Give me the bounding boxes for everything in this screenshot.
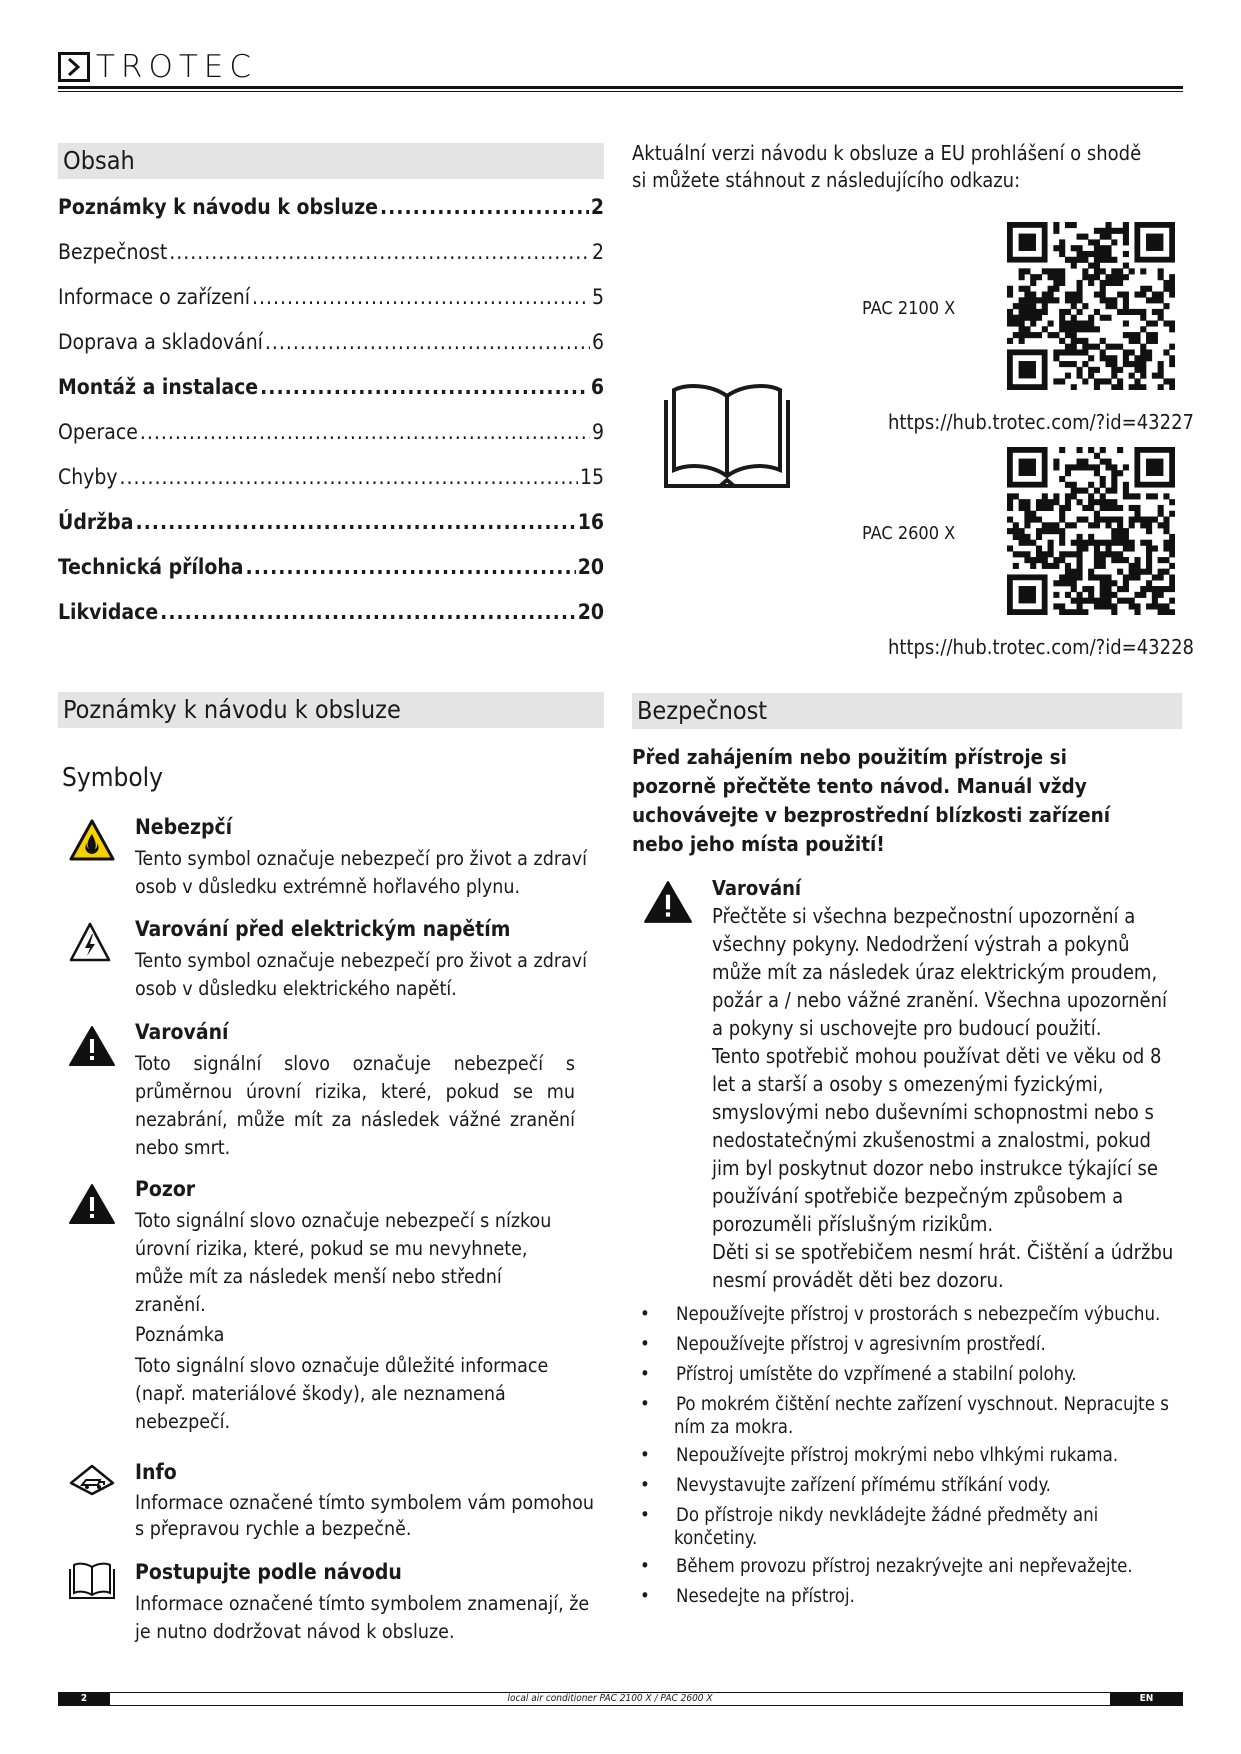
safety-section-title: Bezpečnost bbox=[632, 693, 1182, 729]
toc-item[interactable] bbox=[58, 555, 604, 600]
bullet-dot-icon: • bbox=[640, 1394, 650, 1415]
toc-item-leader bbox=[169, 240, 590, 264]
safety-bullet-item bbox=[640, 1555, 1180, 1578]
safety-bullet-item bbox=[640, 1585, 1180, 1608]
toc-item-leader bbox=[160, 600, 576, 624]
safety-warning-title: Varování bbox=[712, 876, 802, 900]
qr-code-pac2600[interactable] bbox=[1007, 447, 1175, 615]
toc-item-leader bbox=[252, 285, 590, 309]
toc-item[interactable] bbox=[58, 330, 604, 375]
toc-item-leader bbox=[265, 330, 590, 354]
caution-icon bbox=[68, 1183, 116, 1229]
manual-title: Postupujte podle návodu bbox=[135, 1560, 402, 1584]
open-book-icon bbox=[662, 378, 792, 494]
safety-warning-p1: Přečtěte si všechna bezpečnostní upozornění a všechny pokyny. Nedodržení výstrah a pokynů může mít za následek úraz elektrickým proudem, požár a / nebo vážné zranění. Všechna upozornění a pokyny si uschovejte pro budoucí použití. bbox=[712, 904, 1168, 1040]
safety-bullet-text: Nepoužívejte přístroj v prostorách s nebezpečím výbuchu. bbox=[676, 1304, 1161, 1325]
toc-item-label: Bezpečnost bbox=[58, 240, 168, 264]
electric-title: Varování před elektrickým napětím bbox=[135, 917, 511, 941]
bullet-dot-icon: • bbox=[640, 1505, 650, 1526]
warning-text: Toto signální slovo označuje nebezpečí s průměrnou úrovní rizika, které, pokud se mu nezabrání, může mít za následek vážné zranění nebo smrt. bbox=[135, 1052, 575, 1159]
symbols-heading: Symboly bbox=[62, 763, 163, 793]
toc-item-label: Technická příloha bbox=[58, 555, 244, 579]
safety-bullet-item bbox=[640, 1363, 1180, 1386]
toc-item[interactable] bbox=[58, 420, 604, 465]
safety-warning-icon bbox=[643, 880, 693, 928]
toc-item[interactable] bbox=[58, 240, 604, 285]
toc-item-label: Montáž a instalace bbox=[58, 375, 259, 399]
bullet-dot-icon: • bbox=[640, 1475, 650, 1496]
url-pac2600[interactable]: https://hub.trotec.com/?id=43228 bbox=[888, 635, 1194, 659]
toc-item-page: 15 bbox=[579, 465, 604, 489]
trotec-logo bbox=[58, 50, 257, 84]
safety-bullet-text: Nevystavujte zařízení přímému stříkání vody. bbox=[676, 1475, 1051, 1496]
toc-item-page: 2 bbox=[591, 240, 604, 264]
qr-label-pac2100: PAC 2100 X bbox=[862, 298, 956, 319]
note-text: Toto signální slovo označuje důležité informace (např. materiálové škody), ale neznamená nebezpečí. bbox=[135, 1354, 549, 1433]
flammable-warning-icon bbox=[68, 818, 116, 866]
toc-item[interactable] bbox=[58, 600, 604, 645]
toc-item-page: 20 bbox=[577, 600, 604, 624]
safety-bullet-text: Během provozu přístroj nezakrývejte ani nepřevažejte. bbox=[676, 1556, 1133, 1577]
bullet-dot-icon: • bbox=[640, 1304, 650, 1325]
caution-text: Toto signální slovo označuje nebezpečí s nízkou úrovní rizika, které, pokud se mu nevyhnete, může mít za následek menší nebo střední zranění. bbox=[135, 1209, 552, 1316]
chevron-right-icon bbox=[58, 52, 90, 82]
download-intro: Aktuální verzi návodu k obsluze a EU prohlášení o shodě si můžete stáhnout z následujícího odkazu: bbox=[632, 141, 1142, 192]
manual-text: Informace označené tímto symbolem znamenají, že je nutno dodržovat návod k obsluze. bbox=[135, 1592, 590, 1643]
toc-item-page: 9 bbox=[591, 420, 604, 444]
toc-item-page: 5 bbox=[591, 285, 604, 309]
transport-info-icon bbox=[68, 1463, 116, 1501]
bullet-dot-icon: • bbox=[640, 1445, 650, 1466]
notes-section-title: Poznámky k návodu k obsluze bbox=[58, 692, 604, 728]
toc-item-leader bbox=[260, 375, 589, 399]
toc-item-page: 6 bbox=[590, 375, 604, 399]
footer-page-number: 2 bbox=[58, 1692, 110, 1706]
toc-item-leader bbox=[380, 195, 589, 219]
manual-book-icon bbox=[68, 1560, 116, 1604]
toc-item-leader bbox=[120, 465, 578, 489]
toc-title: Obsah bbox=[58, 143, 604, 179]
safety-bullet-text: Nepoužívejte přístroj v agresivním prostředí. bbox=[676, 1334, 1046, 1355]
bullet-dot-icon: • bbox=[640, 1364, 650, 1385]
electric-voltage-icon bbox=[68, 921, 112, 967]
safety-bullet-text: Po mokrém čištění nechte zařízení vyschnout. Nepracujte s ním za mokra. bbox=[674, 1394, 1169, 1438]
toc-item-label: Likvidace bbox=[58, 600, 159, 624]
toc-item-page: 6 bbox=[591, 330, 604, 354]
safety-bullet-text: Do přístroje nikdy nevkládejte žádné předměty ani končetiny. bbox=[674, 1505, 1099, 1549]
header-rule-thin bbox=[58, 91, 1183, 92]
toc-item-page: 2 bbox=[590, 195, 604, 219]
info-text: Informace označené tímto symbolem vám pomohou s přepravou rychle a bezpečně. bbox=[135, 1491, 594, 1540]
toc-item-page: 16 bbox=[577, 510, 604, 534]
toc-item[interactable] bbox=[58, 285, 604, 330]
safety-bullet-text: Nesedejte na přístroj. bbox=[676, 1586, 855, 1607]
toc-item-leader bbox=[135, 510, 575, 534]
safety-lead: Před zahájením nebo použitím přístroje si pozorně přečtěte tento návod. Manuál vždy uchovávejte v bezprostřední blízkosti zařízení nebo jeho místa použití! bbox=[632, 745, 1111, 856]
warning-icon bbox=[68, 1025, 116, 1071]
toc-item-leader bbox=[140, 420, 590, 444]
caution-title: Pozor bbox=[135, 1177, 196, 1201]
warning-title: Varování bbox=[135, 1020, 229, 1044]
safety-bullet-item bbox=[640, 1393, 1180, 1439]
toc-item-label: Poznámky k návodu k obsluze bbox=[58, 195, 378, 219]
bullet-dot-icon: • bbox=[640, 1586, 650, 1607]
toc-item-label: Údržba bbox=[58, 510, 134, 534]
safety-bullet-text: Přístroj umístěte do vzpřímené a stabilní polohy. bbox=[676, 1364, 1077, 1385]
safety-bullet-item bbox=[640, 1474, 1180, 1497]
info-title: Info bbox=[135, 1460, 177, 1484]
safety-warning-body bbox=[712, 902, 1182, 1294]
safety-bullet-text: Nepoužívejte přístroj mokrými nebo vlhkými rukama. bbox=[676, 1445, 1119, 1466]
bullet-dot-icon: • bbox=[640, 1556, 650, 1577]
toc-list bbox=[58, 195, 604, 645]
brand-name: TROTEC bbox=[96, 49, 258, 85]
danger-text: Tento symbol označuje nebezpečí pro život a zdraví osob v důsledku extrémně hořlavého plynu. bbox=[135, 847, 588, 898]
electric-text: Tento symbol označuje nebezpečí pro život a zdraví osob v důsledku elektrického napětí. bbox=[135, 949, 588, 1000]
note-title: Poznámka bbox=[135, 1323, 225, 1346]
danger-title: Nebezpčí bbox=[135, 815, 233, 839]
toc-item[interactable] bbox=[58, 375, 604, 420]
safety-bullet-item bbox=[640, 1333, 1180, 1356]
safety-bullet-item bbox=[640, 1303, 1180, 1326]
qr-code-pac2100[interactable] bbox=[1007, 222, 1175, 390]
toc-item[interactable] bbox=[58, 195, 604, 240]
toc-item-label: Chyby bbox=[58, 465, 118, 489]
toc-item-leader bbox=[246, 555, 576, 579]
toc-item-page: 20 bbox=[577, 555, 604, 579]
safety-warning-p2: Tento spotřebič mohou používat děti ve věku od 8 let a starší a osoby s omezenými fyzickými, smyslovými nebo duševními schopnostmi nebo s nedostatečnými zkušenostmi a znalostmi, pokud jim byl poskytnut dozor nebo instrukce týkající se používání spotřebiče bezpečným způsobem a porozuměli příslušným rizikům. bbox=[712, 1044, 1162, 1236]
toc-item[interactable] bbox=[58, 510, 604, 555]
toc-item-label: Operace bbox=[58, 420, 138, 444]
safety-bullet-item bbox=[640, 1504, 1180, 1550]
footer-title: local air conditioner PAC 2100 X / PAC 2600 X bbox=[507, 1693, 713, 1704]
footer-language: EN bbox=[1110, 1692, 1183, 1706]
safety-warning-p3: Děti si se spotřebičem nesmí hrát. Čištění a údržbu nesmí provádět děti bez dozoru. bbox=[712, 1240, 1174, 1292]
qr-label-pac2600: PAC 2600 X bbox=[862, 523, 956, 544]
url-pac2100[interactable]: https://hub.trotec.com/?id=43227 bbox=[888, 410, 1194, 434]
bullet-dot-icon: • bbox=[640, 1334, 650, 1355]
toc-item-label: Informace o zařízení bbox=[58, 285, 250, 309]
toc-item-label: Doprava a skladování bbox=[58, 330, 263, 354]
header-rule bbox=[58, 86, 1183, 89]
safety-bullet-item bbox=[640, 1444, 1180, 1467]
toc-item[interactable] bbox=[58, 465, 604, 510]
